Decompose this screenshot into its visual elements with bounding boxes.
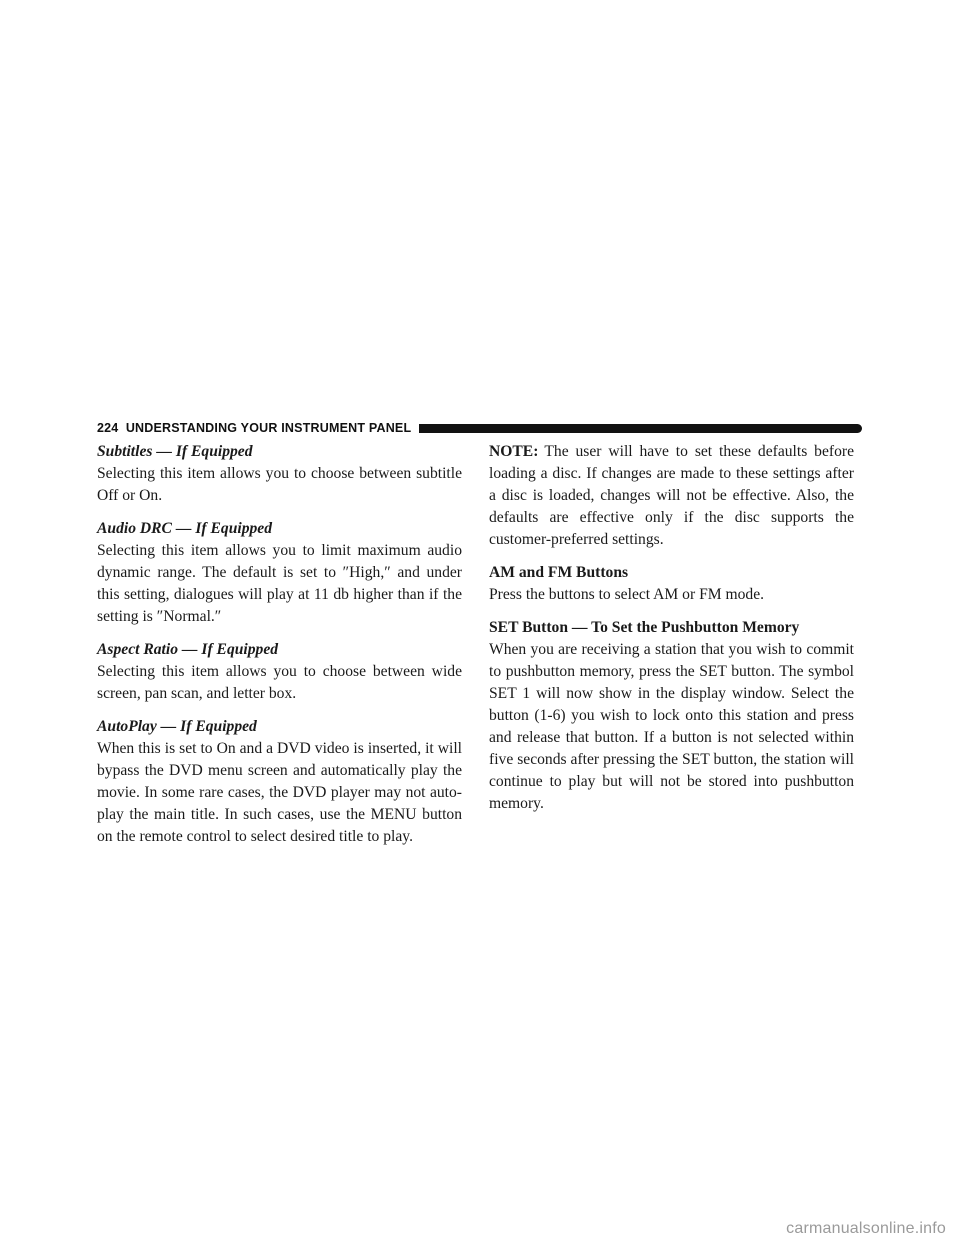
- section-set-button: [489, 617, 854, 815]
- section-body: Selecting this item allows you to limit maximum audio dynamic range. The default is set to ″High,″ and under this setting, dialogues will play at 11 db higher than if the setting is ″Normal.″: [97, 542, 462, 625]
- note-block: [489, 441, 854, 551]
- section-body: When you are receiving a station that you wish to commit to pushbutton memory, press the SET button. The symbol SET 1 will now show in the display window. Select the button (1-6) you wish to lock onto this station and press and release that button. If a button is not selected within five seconds after pressing the SET button, the station will continue to play but will not be stored into pushbutton memory.: [489, 641, 854, 812]
- section-heading: AM and FM Buttons: [489, 564, 629, 581]
- section-body: When this is set to On and a DVD video is inserted, it will bypass the DVD menu screen and automatically play the movie. In some rare cases, the DVD player may not auto-play the main title. In such cases, use the MENU button on the remote control to select desired title to play.: [97, 740, 462, 845]
- note-body: The user will have to set these defaults before loading a disc. If changes are made to these settings after a disc is loaded, changes will not be effective. Also, the defaults are effective only if the disc supports the customer-preferred settings.: [489, 443, 854, 548]
- section-heading: Subtitles — If Equipped: [97, 443, 253, 460]
- section-am-fm-buttons: [489, 562, 854, 606]
- left-column: [97, 441, 462, 859]
- section-body: Selecting this item allows you to choose between subtitle Off or On.: [97, 465, 462, 504]
- section-body: Selecting this item allows you to choose between wide screen, pan scan, and letter box.: [97, 663, 462, 702]
- section-heading: SET Button — To Set the Pushbutton Memory: [489, 619, 800, 636]
- section-autoplay: [97, 716, 462, 848]
- section-subtitles: [97, 441, 462, 507]
- section-heading: AutoPlay — If Equipped: [97, 718, 257, 735]
- section-audio-drc: [97, 518, 462, 628]
- right-column: [489, 441, 854, 826]
- page-number: 224: [97, 421, 119, 435]
- header-label: [97, 421, 419, 435]
- watermark: carmanualsonline.info: [786, 1220, 946, 1237]
- section-body: Press the buttons to select AM or FM mode.: [489, 586, 765, 603]
- page-header: [97, 418, 862, 438]
- section-aspect-ratio: [97, 639, 462, 705]
- section-title: UNDERSTANDING YOUR INSTRUMENT PANEL: [125, 421, 412, 435]
- section-heading: Audio DRC — If Equipped: [97, 520, 273, 537]
- header-rule: [419, 424, 862, 433]
- note-label: NOTE:: [489, 443, 539, 460]
- section-heading: Aspect Ratio — If Equipped: [97, 641, 279, 658]
